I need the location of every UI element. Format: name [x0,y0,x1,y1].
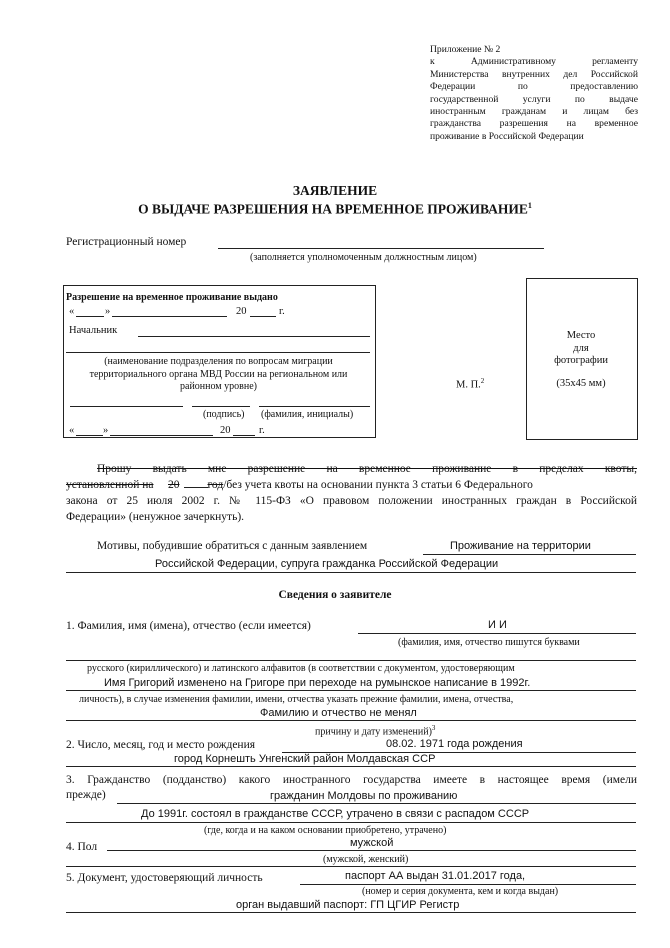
motives-value-2: Российской Федерации, супруга гражданка Российской Федерации [155,558,499,570]
name-caption-1: (фамилия, имя, отчество пишутся буквами [398,637,580,648]
sign-date-close: » [103,425,109,436]
birth-value: 08.02. 1971 года рождения [386,738,523,750]
document-label: 5. Документ, удостоверяющий личность [66,872,263,884]
name-previous-field[interactable] [66,720,636,721]
footnote-marker: 1 [527,201,532,210]
sex-field-2[interactable] [66,866,636,867]
permit-date-close: » [105,306,111,317]
permit-day-field[interactable] [76,316,104,317]
photo-label-line: Место [566,330,596,341]
citizen-line-1: 3. Гражданство (подданство) какого иностранного государства имеете в настоящее время (имели [66,774,637,786]
quota-struck-c: год [207,479,224,491]
request-line-2-rest: /без учета квоты на основании пункта 3 статьи 6 Федерального [223,479,533,491]
sex-caption: (мужской, женский) [323,854,409,865]
name-caption-2: русского (кириллического) и латинского алфавитов (в соответствии с документом, удостоверяющим [87,663,515,674]
document-issuer-field[interactable] [66,912,636,913]
document-field[interactable] [300,884,636,885]
motives-value-1: Проживание на территории [450,540,591,552]
photo-label-line: для [573,342,589,354]
appendix-line: Министерства внутренних дел Российской [430,68,638,80]
name-value: И И [488,619,507,631]
appendix-line: Федерации по предоставлению [430,81,638,93]
appendix-line: Приложение № 2 [430,44,501,55]
unit-name-field[interactable] [66,352,370,353]
signature-caption: (подпись) [203,409,245,420]
name-initials-caption: (фамилия, инициалы) [261,409,354,420]
sign-year-field[interactable] [233,435,255,436]
document-title: ЗАЯВЛЕНИЕ [292,183,378,198]
name-field-2[interactable] [66,660,636,661]
document-caption: (номер и серия документа, кем и когда выдан) [362,886,559,897]
photo-size: (35х45 мм) [556,377,606,389]
permit-year-prefix: 20 [236,306,247,317]
section-title: Сведения о заявителе [278,589,392,601]
unit-caption-line: районном уровне) [180,381,257,393]
name-caption-3: личность), в случае изменения фамилии, имени, отчества указать прежние фамилии, имена, отчества, [79,694,514,705]
appendix-note [430,44,638,143]
name-change-field[interactable] [66,690,636,691]
chief-field[interactable] [138,336,370,337]
appendix-line: гражданства разрешения на временное [430,118,638,130]
citizen-label-2: прежде) [66,789,106,801]
signature-field-2[interactable] [192,406,250,407]
unit-caption-line: (наименование подразделения по вопросам миграции [104,356,333,367]
document-value: паспорт АА выдан 31.01.2017 года, [345,870,526,882]
appendix-line: к Административному регламенту [430,56,638,68]
sex-field[interactable] [107,850,636,851]
registration-number-field[interactable] [218,248,544,249]
name-caption-4-footnote: 3 [431,724,436,732]
citizenship-history-field[interactable] [66,822,636,823]
name-caption-4-text: причину и дату изменений) [315,726,432,738]
document-subtitle [0,201,670,218]
photo-label-line: фотографии [554,355,608,366]
document-value-2: орган выдавший паспорт: ГП ЦГИР Регистр [236,899,460,911]
stamp-label-text: М. П. [456,379,481,391]
motives-field-line-1[interactable] [423,554,636,555]
signature-field[interactable] [70,406,183,407]
unit-caption-line: территориального органа МВД России на региональном или [89,368,348,380]
name-field[interactable] [358,633,636,634]
citizen-value: гражданин Молдовы по проживанию [270,790,458,802]
appendix-line: иностранным гражданам и лицам без [430,106,638,118]
appendix-line: проживание в Российской Федерации [430,130,584,142]
photo-label [526,330,636,390]
permit-year-suffix: г. [279,306,285,317]
permit-month-field[interactable] [112,316,227,317]
permit-year-field[interactable] [250,316,276,317]
request-line-2 [66,477,637,493]
birth-value-2: город Корнешть Унгенский район Молдавская ССР [174,753,436,765]
motives-label: Мотивы, побудившие обратиться с данным заявлением [97,540,368,552]
name-caption-4 [315,724,435,737]
sign-date-open: « [69,425,75,436]
chief-label: Начальник [69,325,118,336]
name-label: 1. Фамилия, имя (имена), отчество (если имеется) [66,620,311,632]
registration-caption: (заполняется уполномоченным должностным лицом) [250,252,477,263]
unit-caption [63,356,374,394]
citizen-value-2: До 1991г. состоял в гражданстве СССР, утрачено в связи с распадом СССР [141,808,530,820]
sign-month-field[interactable] [110,435,213,436]
birth-label: 2. Число, месяц, год и место рождения [66,739,256,751]
sign-day-field[interactable] [76,435,103,436]
request-line-4: Федерации» (ненужное зачеркнуть). [66,511,245,523]
citizenship-field[interactable] [117,803,636,804]
birth-place-field[interactable] [66,766,636,767]
name-initials-field[interactable] [259,406,370,407]
sign-year-prefix: 20 [220,425,231,436]
name-value-2: Имя Григорий изменено на Григоре при переходе на румынское написание в 1992г. [104,677,531,689]
quota-struck-b: 20 [168,479,180,491]
sign-year-suffix: г. [259,425,265,436]
request-line-3: закона от 25 июля 2002 г. № 115-ФЗ «О правовом положении иностранных граждан в Российской [66,495,637,507]
permit-heading: Разрешение на временное проживание выдано [66,292,278,303]
registration-label: Регистрационный номер [66,236,187,248]
sex-label: 4. Пол [66,841,98,853]
sex-value: мужской [350,837,394,849]
request-line-1: Прошу выдать мне разрешение на временное проживание в пределах квоты, [97,463,637,475]
citizen-caption: (где, когда и на каком основании приобретено, утрачено) [204,825,447,836]
permit-date-open: « [69,306,75,317]
motives-field-line-2[interactable] [66,572,636,573]
document-subtitle-text: О ВЫДАЧЕ РАЗРЕШЕНИЯ НА ВРЕМЕННОЕ ПРОЖИВАНИЕ [138,201,528,217]
name-value-3: Фамилию и отчество не менял [260,707,417,719]
stamp-footnote: 2 [480,377,485,385]
quota-year-field[interactable] [184,487,208,488]
stamp-label [456,377,484,391]
quota-struck-a: установленной на [66,479,154,491]
appendix-line: государственной услуги по выдаче [430,93,638,105]
